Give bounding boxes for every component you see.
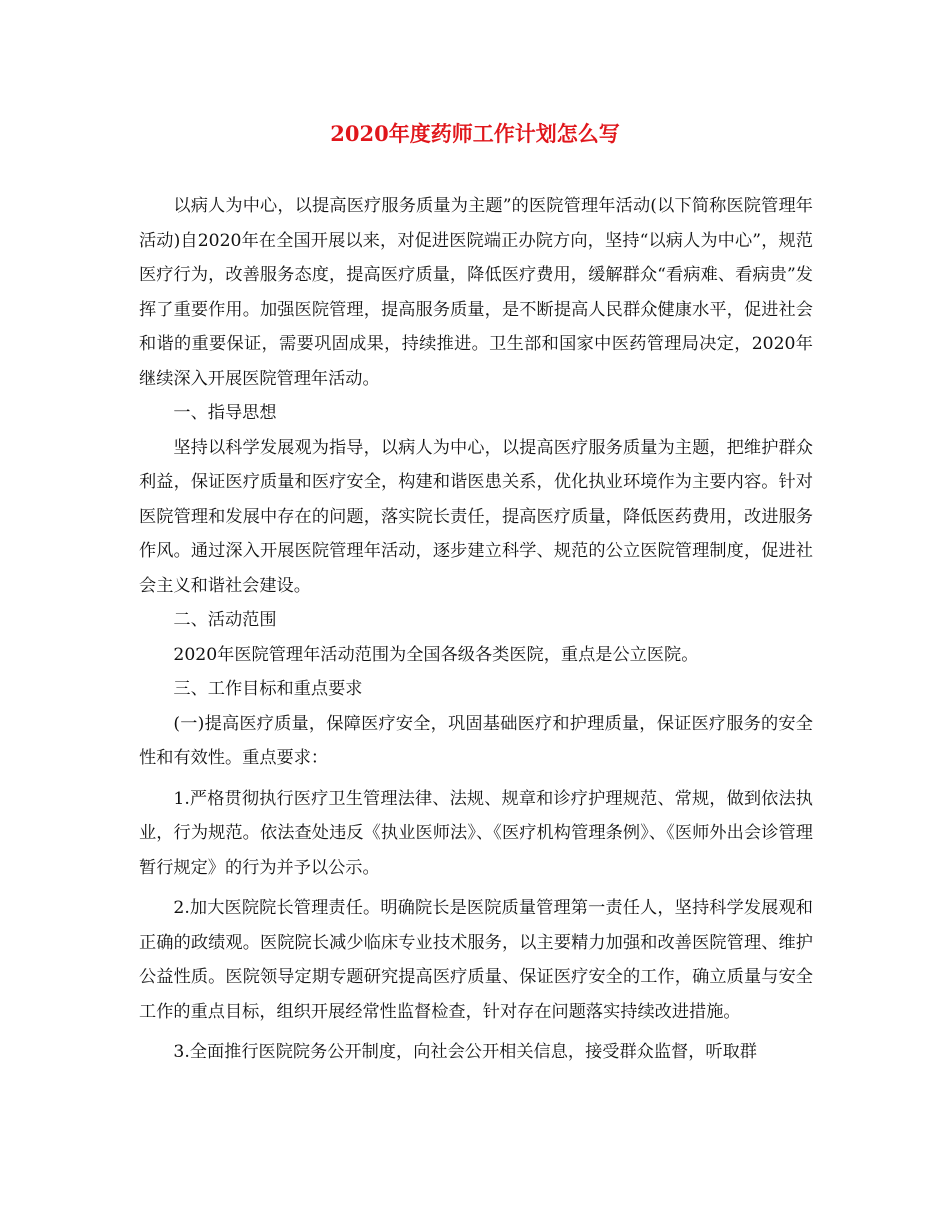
paragraph-activity-scope: 2020年医院管理年活动范围为全国各级各类医院，重点是公立医院。 xyxy=(173,644,699,665)
document-body xyxy=(139,189,813,1070)
heading-work-goals: 三、工作目标和重点要求 xyxy=(173,679,363,699)
paragraph-intro: 以病人为中心，以提高医疗服务质量为主题”的医院管理年活动(以下简称医院管理年活动)自2020年在全国开展以来，对促进医院端正办院方向，坚持“以病人为中心”，规范医疗行为，改善服务态度，提高医疗质量，降低医疗费用，缓解群众“看病难、看病贵”发挥了重要作用。加强医院管理，提高服务质量，是不断提高人民群众健康水平，促进社会和谐的重要保证，需要巩固成果，持续推进。卫生部和国家中医药管理局决定，2020年继续深入开展医院管理年活动。 xyxy=(139,196,813,389)
list-item-2: 2.加大医院院长管理责任。明确院长是医院质量管理第一责任人，坚持科学发展观和正确的政绩观。医院院长减少临床专业技术服务，以主要精力加强和改善医院管理、维护公益性质。医院领导定期专题研究提高医疗质量、保证医疗安全的工作，确立质量与安全工作的重点目标，组织开展经常性监督检查，针对存在问题落实持续改进措施。 xyxy=(139,898,813,1022)
paragraph-guiding-ideology: 坚持以科学发展观为指导，以病人为中心，以提高医疗服务质量为主题，把维护群众利益，保证医疗质量和医疗安全，构建和谐医患关系，优化执业环境作为主要内容。针对医院管理和发展中存在的问题，落实院长责任，提高医疗质量，降低医药费用，改进服务作风。通过深入开展医院管理年活动，逐步建立科学、规范的公立医院管理制度，促进社会主义和谐社会建设。 xyxy=(139,437,813,596)
list-item-1: 1.严格贯彻执行医疗卫生管理法律、法规、规章和诊疗护理规范、常规，做到依法执业，行为规范。依法查处违反《执业医师法》、《医疗机构管理条例》、《医师外出会诊管理暂行规定》的行为并予以公示。 xyxy=(139,788,813,878)
document-title: 2020年度药师工作计划怎么写 xyxy=(330,121,620,146)
heading-guiding-ideology: 一、指导思想 xyxy=(173,403,277,423)
heading-activity-scope: 二、活动范围 xyxy=(173,610,277,630)
paragraph-goal-one: (一)提高医疗质量，保障医疗安全，巩固基础医疗和护理质量，保证医疗服务的安全性和有效性。重点要求： xyxy=(139,713,813,768)
list-item-3: 3.全面推行医院院务公开制度，向社会公开相关信息，接受群众监督，听取群 xyxy=(173,1042,757,1062)
